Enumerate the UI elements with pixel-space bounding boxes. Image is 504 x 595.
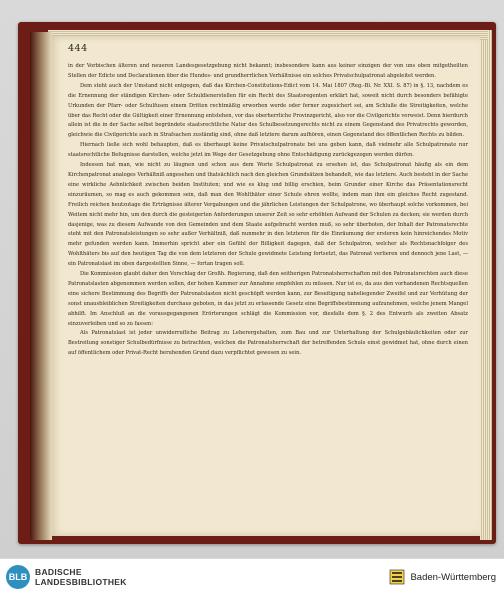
paragraph: Die Kommission glaubt daher den Vorschlag der Großh. Regierung, daß den seitherigen Patronatsherrschaften mit den Patronatsrechten auch diese Patronatslasten abgenommen werden sollen, der hohen Kammer zur Annahme empfehlen zu müssen. Nur ist es, da aus den vorhandenen Rechtsquellen eine sichere Bestimmung des Begriffs der Patronatslasten nicht geschöpft werden kann, zur Beseitigung naheliegender Zweifel und zur Verhütung der sonst unausbleiblichen Streitigkeiten durchaus geboten, in das jetzt zu erlassende Gesetz eine Begriffsbestimmung aufzunehmen, welche jenem Mangel abhilft. Im Anschluß an die vorausgegangenen Erörterungen schlägt die Kommission vor, diesfalls dem §. 2 des Entwurfs als zweiten Absatz einzuverleiben und so zu fassen: [68,271,468,327]
paragraph: in der Vorbischen älteren und neueren Landesgesetzgebung nicht bekannt; insbesondere kann aus keiner einzigen der von uns oben mitgetheilten Stellen der Edicte und Declarationen über die Hundes- und grundherrlichen Verhältnisse ein solches Privatschulpatronat abgeleitet werden. [68,63,468,79]
library-name[interactable] [35,567,127,587]
blb-logo-icon[interactable]: BLB [6,565,30,589]
page-number: 444 [68,43,88,54]
library-name-line1: BADISCHE [35,567,82,577]
page-text [68,62,468,359]
paragraph: Indessen hat man, wie nicht zu läugnen und schon aus dem Worte Schulpatronat zu ersehen ist, das Schulpatronat häufig als ein dem Kirchenpatronat analoges Verhältniß angesehen und thatsächlich nach den gleichen Grundsätzen behandelt, wie das letztere. Auch besteht in der Sache eine wirkliche Aehnlichkeit zwischen beiden Instituten; und wie es klug und billig erschien, beim Grunder einer Kirche das Präsentationsrecht einzuräumen, so mag es auch gekommen sein, daß man den Wohlthäter einer Schule ehren wollte, indem man ihm ein gleiches Recht zugestand. Freilich reichen heutzutage die Erträgnisse älterer Vergabungen und die jährlichen Leistungen der Schulpatrone, wo überhaupt solche vorkommen, bei Weitem nicht mehr hin, um den durch die gesteigerten Anforderungen unserer Zeit so sehr erhöhten Aufwand der Schulen zu decken; sie werden durch dasjenige, was zu diesem Aufwande von den Gemeinden und dem Staate aufgebracht werden muß, so sehr überboten, der Inhalt der Patronatsrechte steht mit den Patronatsleistungen so sehr außer Verhältniß, daß nunmehr in den letzteren für die Einräumung der ersteren kein hinreichendes Motiv mehr gefunden werden kann. Immerhin spricht aber ein Gefühl der Billigkeit dagegen, daß der Schulpatron, welcher als Rechtsnachfolger des Wohlthäters bis auf den heutigen Tag die von dem letzteren der Schule gewidmete Leistung fortsetzt, das Patronat verlieren und dennoch jene Last, — ein Patronatslast im oben dargestellten Sinne, — fortan tragen soll. [68,162,468,268]
paragraph: Hiernach ließe sich wohl behaupten, daß es überhaupt keine Privatschulpatronate bei uns geben kann, daß vielmehr alle Schulpatronate nur staatsrechtliche Befugnisse darstellen, welche jetzt im Wege der Gesetzgebung ohne Entschädigung zurückgezogen werden dürfen. [68,142,468,159]
page-edges [480,30,492,540]
coat-of-arms-icon [389,569,405,585]
paragraph: Als Patronatslast ist jeder unwiderrufliche Beitrag zu Leherergehalten, zum Bau und zur Unterhaltung der Schulgebäulichkeiten oder zur Bestreitung sonstiger Schulbedürfnisse zu betrachten, welchen die Patronatsherrschaft der betreffenden Schule einst gewidmet hat, ohne durch einen auf öffentlichem oder Privat-Recht beruhenden Grund dazu verpflichtet gewesen zu sein. [68,330,468,357]
state-brand[interactable] [389,569,496,585]
book-gutter [30,32,52,540]
state-name: Baden-Württemberg [410,571,496,583]
footer-bar [0,558,504,595]
library-name-line2: LANDESBIBLIOTHEK [35,577,127,587]
paragraph: Dem steht auch der Umstand nicht entgegen, daß das Kirchen-Constitutions-Edict vom 14. Mai 1807 (Reg.-Bl. Nr. XXI. S. 87) in §. 13, nachdem es die Ernennung der ständigen Kirchen- oder Schuldienerstellen für ein Recht des Staatsregenten erklärt hat, soweit nicht durch besonders befähigte Urkunden der Pfarr- oder Schulfusen einem Dritten rechtmäßig erworben werde oder ferner zugesichert sei, am Schluße die Streitigkeiten, welche über das Recht oder die Gültigkeit einer Ernennung entstehen, vor das oberherrliche Provinzgericht, also vor die Civilgerichte verweist. Denn hierdurch allein ist die in der Sache selbst begründete staatsrechtliche Natur des Schulbesetzungsrechts nicht zu einem Gegenstand des Privatrechts geworden, gleichwie die Civilgerichte auch in Strafsachen zuständig sind, ohne daß letztere darum aufhören, einen Gegenstand des öffentlichen Rechts zu bilden. [68,82,468,139]
